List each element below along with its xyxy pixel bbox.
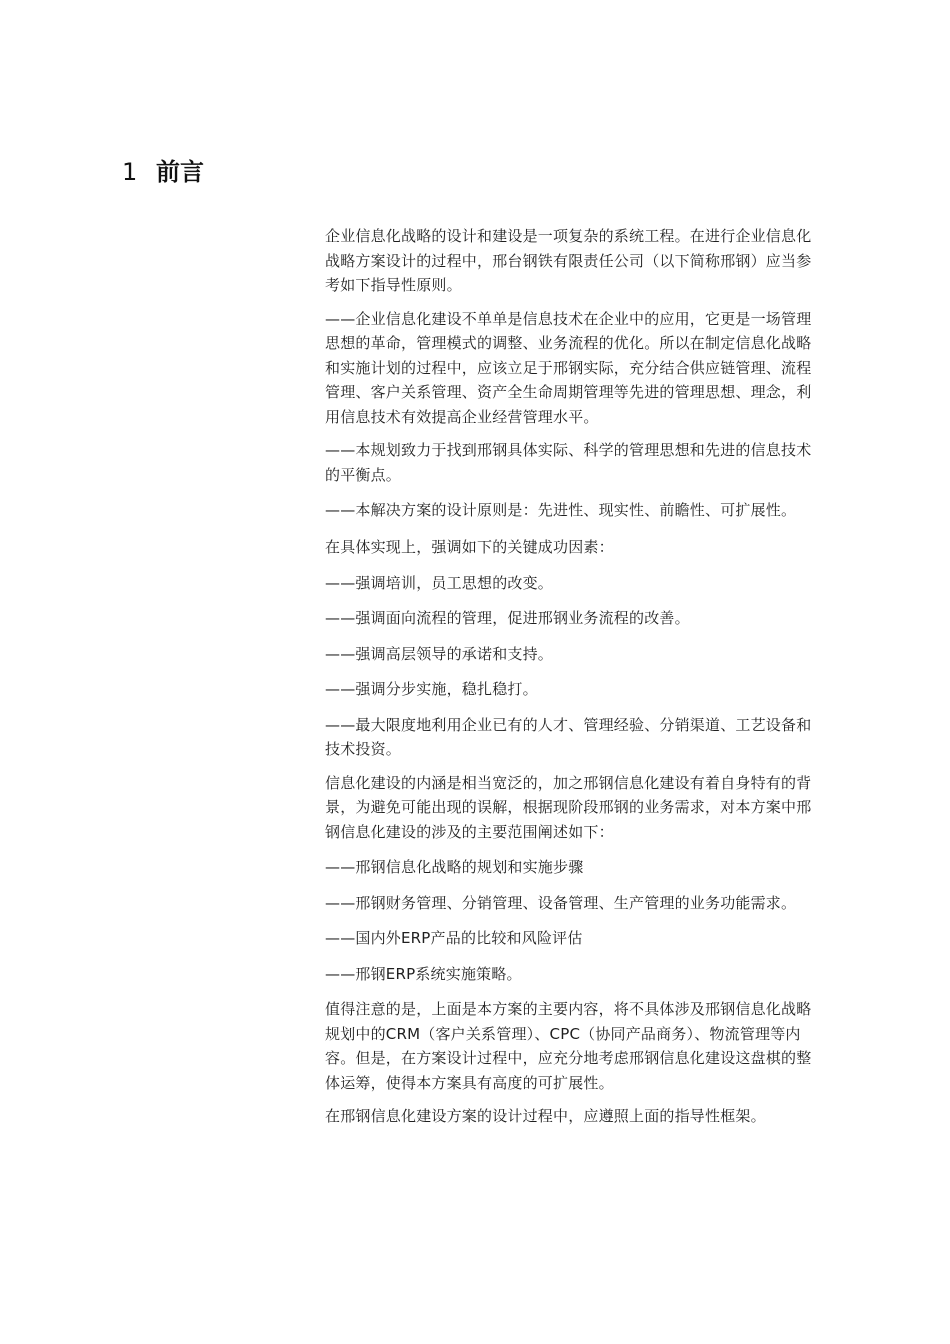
paragraph-note: 值得注意的是，上面是本方案的主要内容，将不具体涉及邢钢信息化战略规划中的CRM（客户关系管理）、CPC（协同产品商务）、物流管理等内容。但是，在方案设计过程中，应充分地考虑邢钢信息化建设这盘棋的整体运筹，使得本方案具有高度的可扩展性。 [325,1000,812,1092]
section-heading [122,156,204,188]
paragraph-conclusion: 在邢钢信息化建设方案的设计过程中，应遵照上面的指导性框架。 [325,1107,766,1125]
section-title: 前言 [156,158,204,186]
list-item-scope-4: ——邢钢ERP系统实施策略。 [325,964,522,983]
paragraph-principle-3: ——本解决方案的设计原则是：先进性、现实性、前瞻性、可扩展性。 [325,501,797,519]
paragraph-principle-2: ——本规划致力于找到邢钢具体实际、科学的管理思想和先进的信息技术的平衡点。 [325,441,812,484]
paragraph-success-factors: 在具体实现上，强调如下的关键成功因素： [325,538,614,556]
list-item-factor-5: ——最大限度地利用企业已有的人才、管理经验、分销渠道、工艺设备和技术投资。 [325,715,812,758]
paragraph-intro: 企业信息化战略的设计和建设是一项复杂的系统工程。在进行企业信息化战略方案设计的过程中，邢台钢铁有限责任公司（以下简称邢钢）应当参考如下指导性原则。 [325,227,812,294]
body-text [325,224,822,1129]
list-item-factor-3: ——强调高层领导的承诺和支持。 [325,644,554,663]
paragraph-principle-1: ——企业信息化建设不单单是信息技术在企业中的应用，它更是一场管理思想的革命，管理模式的调整、业务流程的优化。所以在制定信息化战略和实施计划的过程中，应该立足于邢钢实际，充分结合供应链管理、流程管理、客户关系管理、资产全生命周期管理等先进的管理思想、理念，利用信息技术有效提高企业经营管理水平。 [325,309,812,426]
list-item-factor-1: ——强调培训，员工思想的改变。 [325,573,554,592]
section-number: 1 [122,158,138,186]
list-item-scope-3: ——国内外ERP产品的比较和风险评估 [325,929,583,947]
list-item-factor-4: ——强调分步实施，稳扎稳打。 [325,680,538,698]
list-item-factor-2: ——强调面向流程的管理，促进邢钢业务流程的改善。 [325,609,690,627]
paragraph-scope: 信息化建设的内涵是相当宽泛的，加之邢钢信息化建设有着自身特有的背景，为避免可能出现的误解，根据现阶段邢钢的业务需求，对本方案中邢钢信息化建设的涉及的主要范围阐述如下： [325,773,812,841]
list-item-scope-1: ——邢钢信息化战略的规划和实施步骤 [325,858,584,876]
list-item-scope-2: ——邢钢财务管理、分销管理、设备管理、生产管理的业务功能需求。 [325,893,797,912]
